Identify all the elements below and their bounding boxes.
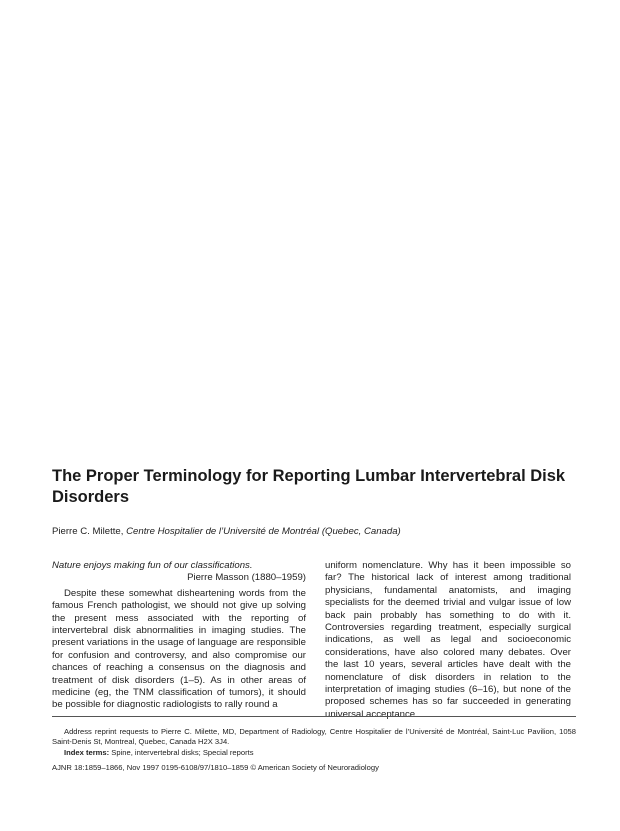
epigraph-quote: Nature enjoys making fun of our classifications. — [52, 560, 253, 571]
footnote-divider — [52, 716, 576, 717]
author-name: Pierre C. Milette, — [52, 526, 124, 537]
left-column — [52, 560, 306, 712]
author-affiliation: Centre Hospitalier de l’Université de Montréal (Quebec, Canada) — [126, 526, 401, 537]
reprint-footnote: Address reprint requests to Pierre C. Milette, MD, Department of Radiology, Centre Hospitalier de l’Université de Montréal, Saint-Luc Pavilion, 1058 Saint-Denis St, Montreal, Quebec, Canada H2X 3J4. — [52, 727, 576, 747]
body-paragraph-left: Despite these somewhat disheartening words from the famous French pathologist, we should not give up solving the present mess associated with the reporting of intervertebral disk abnormalities in imaging studies. The present variations in the usage of language are responsible for confusion and controversy, and also compromise our chances of reaching a consensus on the diagnosis and treatment of disk disorders (1–5). As in other areas of medicine (eg, the TNM classification of tumors), it should be possible for diagnostic radiologists to rally round a — [52, 587, 306, 711]
index-terms — [64, 748, 254, 758]
epigraph-attribution: Pierre Masson (1880–1959) — [187, 572, 306, 584]
byline — [52, 526, 401, 538]
article-title: The Proper Terminology for Reporting Lumbar Intervertebral Disk Disorders — [52, 467, 566, 506]
journal-citation: AJNR 18:1859–1866, Nov 1997 0195-6108/97/1810–1859 © American Society of Neuroradiology — [52, 763, 379, 772]
body-paragraph-right: uniform nomenclature. Why has it been impossible so far? The historical lack of interest among traditional physicians, fundamental anatomists, and imaging specialists for the deemed trivial and vulgar issue of low back pain probably has something to do with it. Controversies regarding treatment, especially surgical indications, as well as legal and socioeconomic considerations, have also colored many debates. Over the last 10 years, several articles have dealt with the nomenclature of disk disorders in relation to the interpretation of imaging studies (6–16), but none of the proposed schemes has so far succeeded in generating universal acceptance. — [325, 560, 571, 720]
index-terms-label: Index terms: — [64, 748, 110, 757]
right-column — [325, 560, 571, 721]
index-terms-value: Spine, intervertebral disks; Special reports — [111, 748, 254, 757]
